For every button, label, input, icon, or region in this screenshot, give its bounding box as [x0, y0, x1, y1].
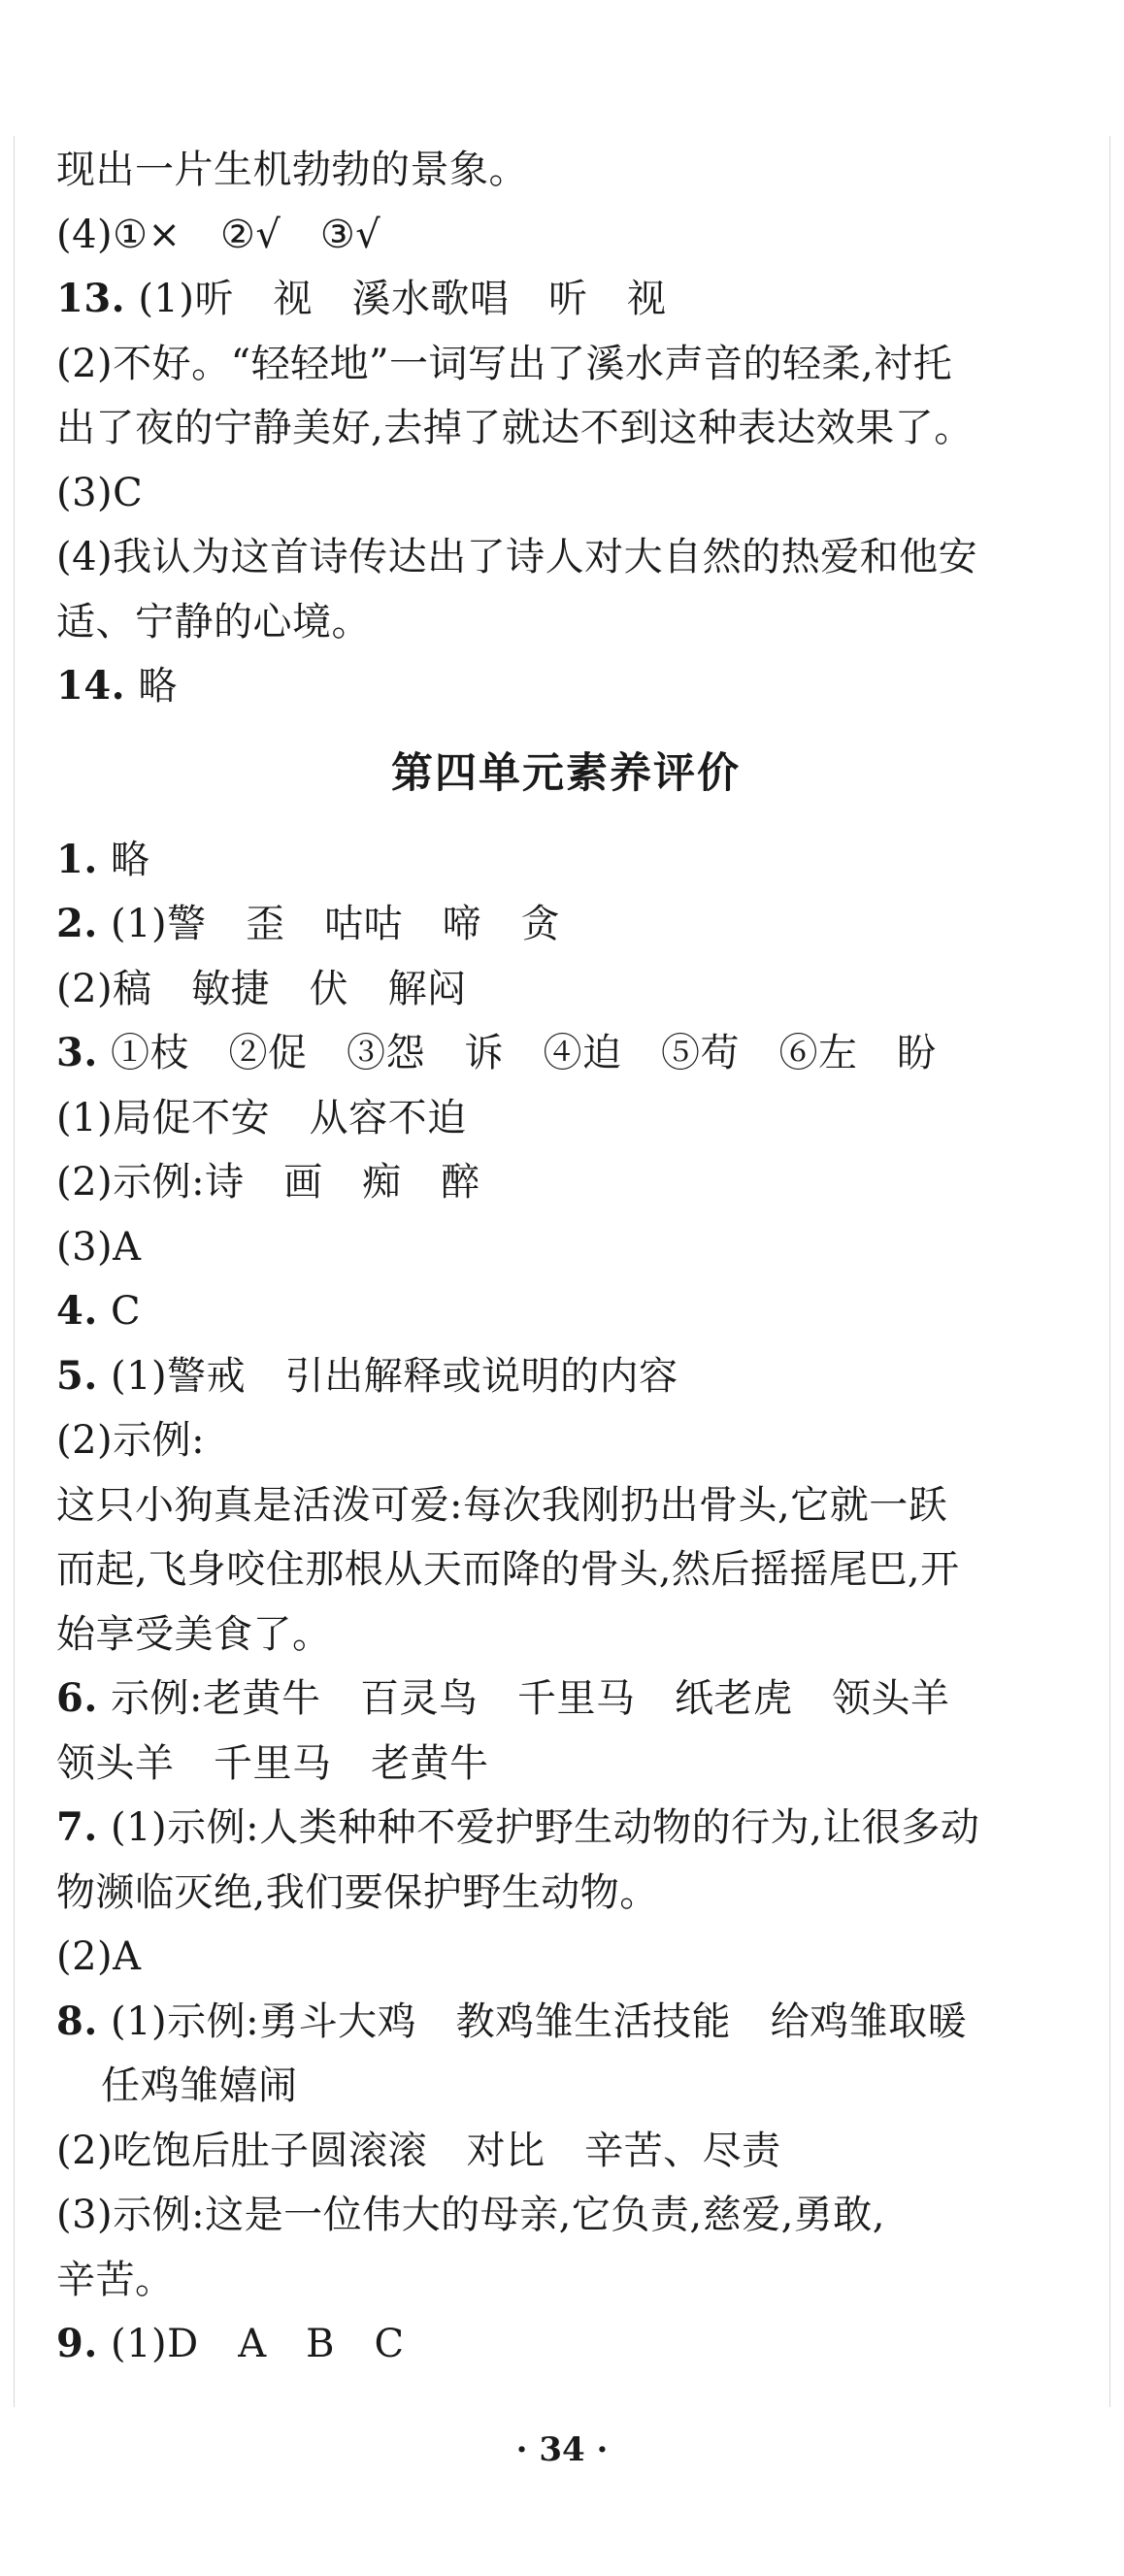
answer-line [56, 1086, 1075, 1151]
answer-line [56, 332, 1075, 397]
answer-line [56, 203, 1075, 268]
question-number: 2. [56, 901, 98, 946]
answer-line [56, 1344, 1075, 1409]
answer-line [56, 1473, 1075, 1538]
answer-line [56, 654, 1075, 719]
answer-line [56, 1215, 1075, 1280]
answer-text: 领头羊 千里马 老黄牛 [56, 1740, 489, 1786]
answer-line [56, 2248, 1075, 2313]
answer-line [56, 957, 1075, 1022]
answer-text: (1)警戒 引出解释或说明的内容 [110, 1353, 678, 1399]
answer-text: 这只小狗真是活泼可爱:每次我刚扔出骨头,它就一跃 [56, 1482, 948, 1528]
answer-text: 现出一片生机勃勃的景象。 [56, 148, 528, 192]
question-number: 7. [56, 1804, 98, 1850]
answer-text: (1)听 视 溪水歌唱 听 视 [138, 277, 667, 321]
answer-line [56, 1537, 1075, 1602]
page-number: · 34 · [515, 2430, 609, 2469]
answer-text: (2)A [56, 1934, 142, 1979]
left-margin-rule [14, 136, 15, 2407]
answer-text: (2)示例:诗 画 痴 醉 [56, 1160, 480, 1205]
answers-previous-unit [56, 138, 1075, 719]
question-number: 14. [56, 663, 126, 709]
answer-text: (2)不好。“轻轻地”一词写出了溪水声音的轻柔,衬托 [56, 341, 953, 386]
answer-text: 示例:老黄牛 百灵鸟 千里马 纸老虎 领头羊 [110, 1676, 950, 1721]
answer-text: (1)局促不安 从容不迫 [56, 1095, 467, 1140]
answer-line [56, 1021, 1075, 1086]
question-number: 4. [56, 1288, 98, 1334]
question-number: 6. [56, 1675, 98, 1721]
answer-line [56, 1925, 1075, 1990]
answer-text: 而起,飞身咬住那根从天而降的骨头,然后摇摇尾巴,开 [56, 1547, 960, 1592]
answer-text: (1)警 歪 咕咕 啼 贪 [110, 902, 561, 946]
question-number: 13. [56, 276, 126, 321]
answer-line [56, 138, 1075, 203]
answer-text: (2)稿 敏捷 伏 解闷 [56, 966, 467, 1011]
answer-text: (1)示例:人类种种不爱护野生动物的行为,让很多动 [110, 1805, 980, 1850]
answer-text: (2)吃饱后肚子圆滚滚 对比 辛苦、尽责 [56, 2128, 781, 2173]
answer-line [56, 1667, 1075, 1732]
answer-line [56, 1796, 1075, 1861]
answer-text: 略 [138, 664, 178, 709]
answer-line [56, 590, 1075, 655]
question-number: 1. [56, 836, 98, 882]
answer-line [56, 2119, 1075, 2184]
answer-content [56, 138, 1075, 2377]
right-margin-rule [1109, 136, 1110, 2407]
answer-text: 任鸡雏嬉闹 [101, 2064, 298, 2108]
question-number: 9. [56, 2321, 98, 2366]
answer-text: 辛苦。 [56, 2257, 175, 2302]
answer-text: 适、宁静的心境。 [56, 599, 371, 644]
question-number: 8. [56, 1998, 98, 2044]
answer-line [56, 1732, 1075, 1797]
answer-text: ①枝 ②促 ③怨 诉 ④迫 ⑤苟 ⑥左 盼 [110, 1031, 937, 1075]
answer-line [56, 1279, 1075, 1344]
question-number: 3. [56, 1030, 98, 1075]
answer-line [56, 396, 1075, 461]
answer-text: (3)A [56, 1224, 142, 1270]
answer-text: (1)示例:勇斗大鸡 教鸡雏生活技能 给鸡雏取暖 [110, 1998, 968, 2044]
answer-text: (3)C [56, 470, 144, 515]
answer-line [56, 2054, 1075, 2119]
answer-text: (2)示例: [56, 1418, 206, 1463]
answer-text: 始享受美食了。 [56, 1611, 332, 1657]
answer-line [56, 1408, 1075, 1473]
answer-line [56, 828, 1075, 893]
answer-text: 物濒临灭绝,我们要保护野生动物。 [56, 1869, 659, 1915]
answer-line [56, 1150, 1075, 1215]
answers-unit-four [56, 828, 1075, 2377]
answer-line [56, 2312, 1075, 2377]
answer-line [56, 892, 1075, 957]
answer-text: C [110, 1289, 142, 1334]
answer-text: (1)D A B C [110, 2322, 405, 2366]
answer-line [56, 1990, 1075, 2055]
answer-text: (4)①× ②√ ③√ [56, 212, 381, 257]
answer-line [56, 267, 1075, 332]
section-title: 第四单元素养评价 [391, 748, 741, 798]
answer-line [56, 1602, 1075, 1668]
answer-line [56, 461, 1075, 526]
answer-text: 略 [110, 837, 150, 882]
answer-line [56, 525, 1075, 590]
answer-line [56, 1861, 1075, 1926]
answer-line [56, 2183, 1075, 2248]
answer-text: 出了夜的宁静美好,去掉了就达不到这种表达效果了。 [56, 406, 974, 450]
answer-text: (4)我认为这首诗传达出了诗人对大自然的热爱和他安 [56, 535, 978, 579]
answer-text: (3)示例:这是一位伟大的母亲,它负责,慈爱,勇敢, [56, 2193, 885, 2237]
question-number: 5. [56, 1352, 98, 1399]
